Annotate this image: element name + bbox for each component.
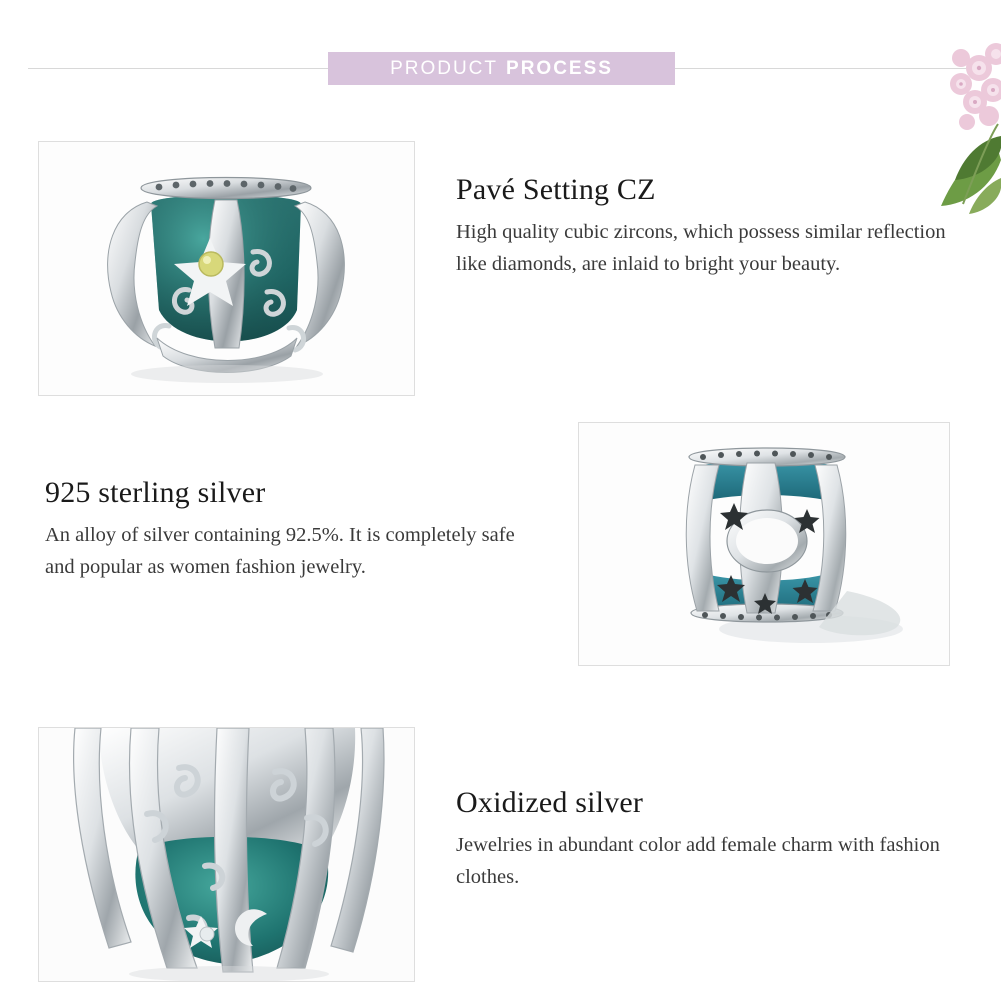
section-text-pave-setting-cz bbox=[456, 173, 966, 281]
charm-photo-closeup-view bbox=[38, 727, 415, 982]
section-body: High quality cubic zircons, which possess similar reflection like diamonds, are inlaid to bright your beauty. bbox=[456, 221, 946, 275]
section-heading: Pavé Setting CZ bbox=[456, 173, 656, 206]
page-header bbox=[0, 52, 1001, 86]
section-body: Jewelries in abundant color add female charm with fashion clothes. bbox=[456, 834, 940, 888]
charm-photo-top-view bbox=[38, 141, 415, 396]
section-text-oxidized-silver bbox=[456, 786, 956, 894]
charm-photo-side-view bbox=[578, 422, 950, 666]
section-heading: 925 sterling silver bbox=[45, 476, 266, 509]
header-title-bold: PROCESS bbox=[506, 57, 613, 79]
section-text-sterling-silver bbox=[45, 476, 515, 584]
header-badge bbox=[328, 52, 675, 85]
section-heading: Oxidized silver bbox=[456, 786, 644, 819]
section-body: An alloy of silver containing 92.5%. It is completely safe and popular as women fashion jewelry. bbox=[45, 524, 515, 578]
header-title-light: PRODUCT bbox=[390, 57, 499, 79]
